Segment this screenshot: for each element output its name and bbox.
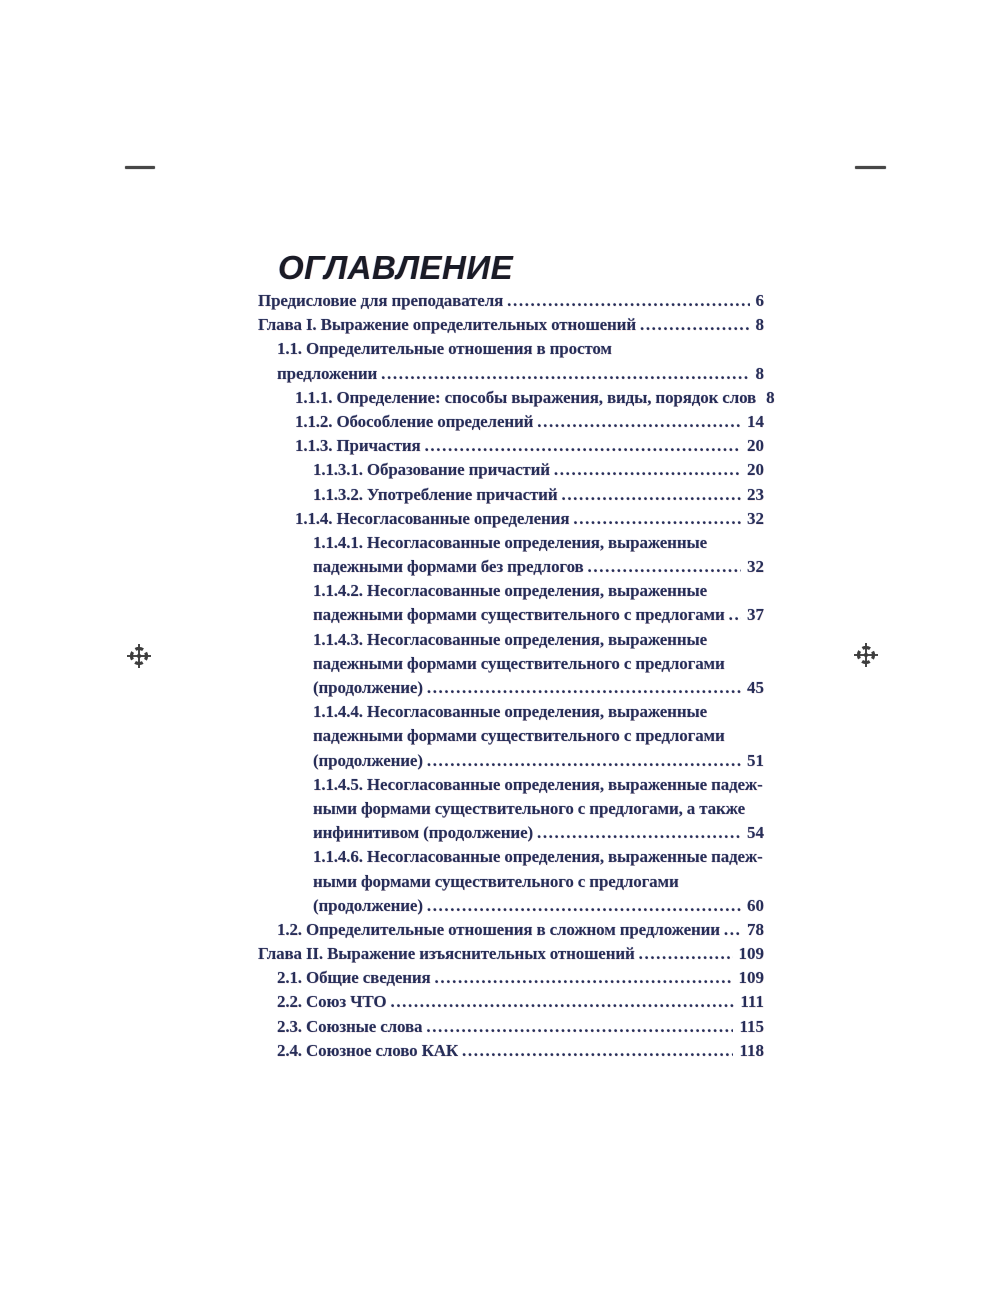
toc-page-number: 37	[747, 605, 764, 625]
toc-page-number: 78	[747, 919, 764, 939]
toc-entry	[258, 944, 764, 968]
toc-entry	[258, 678, 764, 702]
toc-entry-text: падежными формами существительного с предлогами	[313, 605, 725, 625]
toc-entry-text: 2.3. Союзные слова	[277, 1016, 423, 1036]
toc-page-number: 14	[747, 411, 764, 431]
toc-page-number: 51	[747, 750, 764, 770]
toc-page-number: 20	[747, 460, 764, 480]
toc-entry	[258, 920, 764, 944]
toc-leader-dots	[426, 1017, 733, 1037]
toc-entry	[258, 1041, 764, 1065]
table-of-contents	[258, 291, 775, 1065]
toc-entry-text: 1.1.1. Определение: способы выражения, виды, порядок слов	[295, 387, 757, 407]
toc-entry-text: 1.1.2. Обособление определений	[295, 411, 534, 431]
toc-page-number: 109	[738, 968, 764, 988]
toc-entry-text: ными формами существительного с предлогами	[313, 871, 679, 891]
toc-entry-text: 2.4. Союзное слово КАК	[277, 1040, 459, 1060]
toc-page-number: 8	[755, 363, 764, 383]
toc-entry-text: 1.1.4. Несогласованные определения	[295, 508, 570, 528]
toc-entry-text: падежными формами без предлогов	[313, 557, 584, 577]
toc-leader-dots	[573, 509, 741, 529]
toc-leader-dots	[537, 823, 741, 843]
toc-entry	[258, 460, 764, 484]
crop-mark-left-icon	[125, 166, 155, 169]
toc-leader-dots	[390, 992, 734, 1012]
toc-leader-dots	[639, 944, 733, 964]
toc-entry	[258, 823, 764, 847]
toc-page-number: 115	[739, 1016, 764, 1036]
toc-leader-dots	[435, 968, 733, 988]
toc-entry-text: 1.1.3.2. Употребление причастий	[313, 484, 558, 504]
toc-leader-dots	[507, 291, 749, 311]
toc-entry-text: 1.1.4.1. Несогласованные определения, выраженные	[313, 532, 707, 552]
toc-entry	[258, 726, 764, 750]
toc-leader-dots	[381, 364, 749, 384]
toc-page-number: 8	[755, 315, 764, 335]
toc-leader-dots	[554, 460, 741, 480]
toc-leader-dots	[427, 678, 741, 698]
toc-leader-dots	[537, 412, 741, 432]
toc-entry-text: (продолжение)	[313, 678, 423, 697]
toc-entry	[258, 485, 764, 509]
toc-leader-dots	[427, 896, 741, 916]
toc-page-number: 32	[747, 557, 764, 577]
toc-entry-text: Глава I. Выражение определительных отношений	[258, 315, 636, 335]
toc-entry	[258, 581, 764, 605]
toc-leader-dots	[588, 557, 741, 577]
page-title: ОГЛАВЛЕНИЕ	[278, 249, 514, 287]
toc-entry	[258, 339, 764, 363]
toc-leader-dots	[425, 436, 741, 456]
toc-leader-dots	[561, 485, 741, 505]
toc-entry	[258, 992, 764, 1016]
toc-entry-text: 1.1.4.4. Несогласованные определения, выраженные	[313, 702, 707, 722]
toc-entry-text: (продолжение)	[313, 895, 423, 915]
toc-page-number: 54	[747, 823, 764, 843]
toc-leader-dots	[729, 605, 741, 625]
toc-entry	[258, 291, 764, 315]
toc-page-number: 6	[755, 291, 764, 310]
toc-entry	[258, 315, 764, 339]
toc-entry	[258, 412, 764, 436]
toc-entry-text: ными формами существительного с предлогами, а также	[313, 798, 746, 818]
registration-target-icon	[853, 642, 879, 668]
toc-leader-dots	[724, 920, 741, 940]
toc-page-number: 23	[747, 484, 764, 504]
toc-entry	[258, 896, 764, 920]
toc-entry	[258, 872, 764, 896]
toc-leader-dots	[427, 751, 741, 771]
toc-entry	[258, 387, 775, 412]
toc-entry	[258, 509, 764, 533]
toc-page-number: 20	[747, 436, 764, 456]
toc-entry-text: 1.1.4.5. Несогласованные определения, выраженные падеж-	[313, 774, 763, 794]
toc-page-number: 109	[738, 944, 764, 964]
toc-page-number: 8	[766, 387, 775, 407]
toc-entry	[258, 702, 764, 726]
toc-page-number: 32	[747, 508, 764, 528]
toc-entry-text: 1.1.4.2. Несогласованные определения, выраженные	[313, 581, 707, 601]
toc-entry	[258, 436, 764, 460]
toc-entry-text: 1.1. Определительные отношения в простом	[277, 339, 612, 359]
toc-entry	[258, 533, 764, 557]
toc-entry-text: 1.1.4.3. Несогласованные определения, выраженные	[313, 629, 707, 649]
toc-entry-text: 1.1.4.6. Несогласованные определения, выраженные падеж-	[313, 847, 763, 867]
toc-entry-text: падежными формами существительного с предлогами	[313, 726, 725, 746]
toc-entry	[258, 364, 764, 388]
toc-entry-text: (продолжение)	[313, 750, 423, 770]
toc-page-number: 118	[739, 1040, 764, 1060]
toc-entry-text: предложении	[277, 363, 378, 383]
toc-entry	[258, 847, 764, 871]
toc-leader-dots	[462, 1041, 733, 1061]
toc-entry	[258, 775, 764, 799]
toc-page-number: 111	[740, 992, 764, 1012]
crop-mark-right-icon	[855, 166, 886, 169]
registration-target-icon	[126, 643, 152, 669]
toc-entry	[258, 557, 764, 581]
toc-entry-text: 1.1.3.1. Образование причастий	[313, 460, 550, 480]
toc-entry-text: падежными формами существительного с предлогами	[313, 653, 725, 673]
toc-entry	[258, 605, 764, 629]
toc-entry	[258, 630, 764, 654]
toc-entry	[258, 751, 764, 775]
toc-entry-text: 1.2. Определительные отношения в сложном предложении	[277, 919, 720, 939]
toc-entry	[258, 1017, 764, 1041]
toc-entry	[258, 799, 764, 823]
toc-page-number: 45	[747, 678, 764, 697]
toc-page-number: 60	[747, 895, 764, 915]
toc-entry-text: 2.1. Общие сведения	[277, 968, 431, 988]
toc-entry	[258, 654, 764, 678]
toc-entry-text: Глава II. Выражение изъяснительных отношений	[258, 944, 635, 964]
toc-entry-text: Предисловие для преподавателя	[258, 291, 504, 310]
toc-entry-text: 2.2. Союз ЧТО	[277, 992, 387, 1012]
toc-entry-text: 1.1.3. Причастия	[295, 436, 421, 456]
toc-entry-text: инфинитивом (продолжение)	[313, 823, 533, 843]
toc-entry	[258, 968, 764, 992]
toc-leader-dots	[640, 315, 750, 335]
